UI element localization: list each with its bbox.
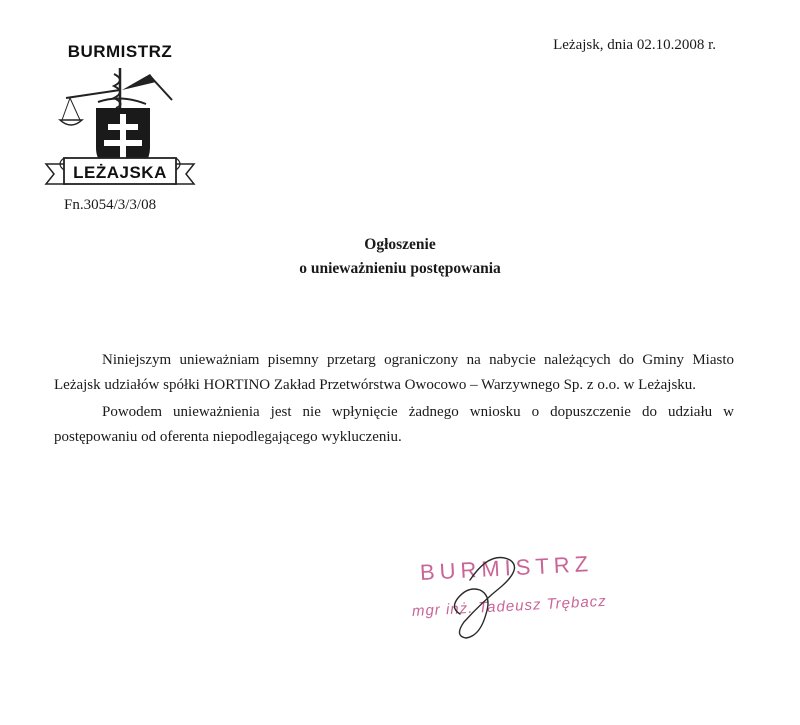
stamp-name: mgr inż. Tadeusz Trębacz	[411, 592, 608, 620]
stamp-title: BURMISTRZ	[419, 550, 594, 585]
document-body	[54, 348, 734, 450]
letterhead	[40, 30, 200, 200]
handwritten-signature	[410, 540, 560, 650]
letterhead-bottom-text: LEŻAJSKA	[73, 163, 167, 182]
title-line-1: Ogłoszenie	[364, 236, 436, 253]
reference-number: Fn.3054/3/3/08	[64, 197, 157, 213]
place-date: Leżajsk, dnia 02.10.2008 r.	[553, 37, 716, 53]
letterhead-top-text: BURMISTRZ	[67, 42, 173, 61]
body-paragraph-2: Powodem unieważnienia jest nie wpłynięcie żadnego wniosku o dopuszczenie do udziału w postępowaniu od oferenta niepodlegającego wykluczeniu.	[54, 404, 734, 445]
title-line-2: o unieważnieniu postępowania	[299, 260, 501, 277]
document-title	[0, 233, 800, 281]
body-paragraph-1: Niniejszym unieważniam pisemny przetarg ograniczony na nabycie należących do Gminy Miasto Leżajsk udziałów spółki HORTINO Zakład Przetwórstwa Owocowo – Warzywnego Sp. z o.o. w Leżajsku.	[54, 352, 734, 393]
